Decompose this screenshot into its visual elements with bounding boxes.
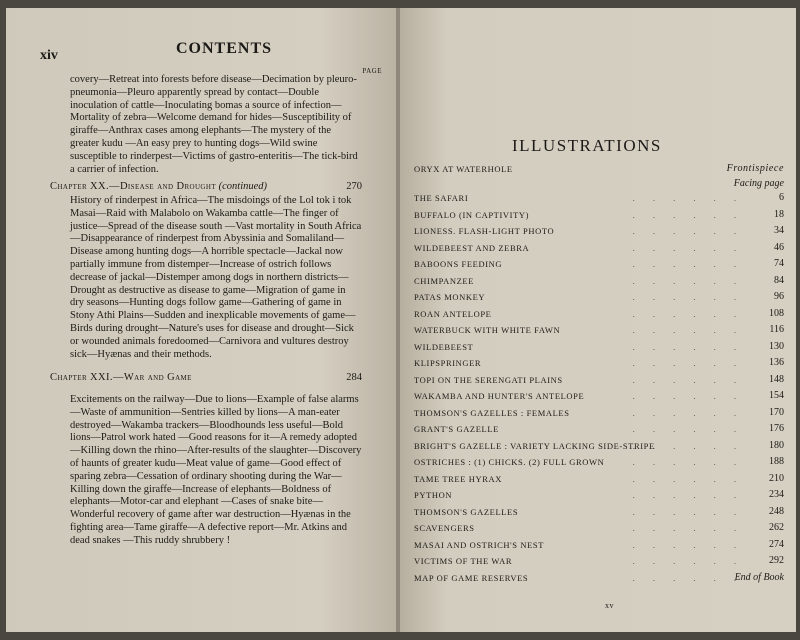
dot-leader: . . . . . . xyxy=(632,506,744,517)
illustration-page: 210 xyxy=(769,472,784,484)
illustration-page: 154 xyxy=(769,390,784,401)
left-page xyxy=(6,8,398,632)
dot-leader: . . . . . . xyxy=(632,490,744,500)
dot-leader: . . . . . . xyxy=(632,457,744,467)
illustration-row xyxy=(414,570,784,587)
illustration-label: WAKAMBA AND HUNTER'S ANTELOPE xyxy=(414,391,585,401)
chapter-20-heading xyxy=(50,181,362,192)
dot-leader: . . . . . . xyxy=(632,473,744,484)
illustration-row xyxy=(414,306,784,323)
illustration-row xyxy=(414,537,784,554)
illustration-row xyxy=(414,421,784,438)
illustration-label: THE SAFARI xyxy=(414,193,469,203)
illustration-row xyxy=(414,339,784,356)
dot-leader: . . . . . . xyxy=(632,259,744,269)
illustration-page: 130 xyxy=(769,340,784,352)
dot-leader: . . . . . . xyxy=(632,292,744,302)
illustration-label: WILDEBEEST AND ZEBRA xyxy=(414,242,530,253)
illustration-row xyxy=(414,520,784,537)
dot-leader: . . . . . . xyxy=(632,539,744,550)
illustration-page: 234 xyxy=(769,489,784,500)
illustration-page: 188 xyxy=(769,456,784,467)
illustration-label: PATAS MONKEY xyxy=(414,292,486,302)
running-head: CONTENTS xyxy=(176,40,273,57)
dot-leader: . . . . . . xyxy=(632,391,744,401)
illustration-row xyxy=(414,405,784,422)
illustrations-title: ILLUSTRATIONS xyxy=(512,136,662,155)
illustration-label: OSTRICHES : (1) CHICKS. (2) FULL GROWN xyxy=(414,457,605,467)
illustration-page: 292 xyxy=(769,555,784,566)
dot-leader: . . . . . . xyxy=(632,341,744,352)
illustration-label: PYTHON xyxy=(414,490,453,500)
dot-leader: . . . . . . xyxy=(632,209,744,220)
chapter-20-label: Chapter XX.—Disease and Drought xyxy=(50,181,217,192)
illustration-label: THOMSON'S GAZELLES : FEMALES xyxy=(414,407,570,418)
chapter-19-summary-tail: covery—Retreat into forests before disease—Decimation by pleuro-pneumonia—Pleuro apparently spread by contact—Double inoculation of cattle—Inoculating bomas a source of infection—Mortality of zebra—Welcome demand for hides—Susceptibility of giraffe—Anthrax cases among elephants—The mystery of the greater kudu —An easy prey to hunting dogs—Wild swine susceptible to rinderpest—Victims of gastro-enteritis—The tick-bird a carrier of infection. xyxy=(70,74,358,175)
illustration-label: BRIGHT'S GAZELLE : VARIETY LACKING SIDE-STRIPE xyxy=(414,440,655,451)
illustration-label: MAP OF GAME RESERVES xyxy=(414,572,529,583)
dot-leader: . . . . . . xyxy=(632,374,744,385)
chapter-20-continued: (continued) xyxy=(218,181,268,192)
illustration-row xyxy=(414,240,784,257)
illustration-row xyxy=(414,256,784,273)
chapter-20-page: 270 xyxy=(346,181,362,192)
chapter-21-page: 284 xyxy=(346,372,362,383)
illustration-label: LIONESS. FLASH-LIGHT PHOTO xyxy=(414,226,555,236)
illustration-row xyxy=(414,471,784,488)
frontispiece-label: ORYX AT WATERHOLE xyxy=(414,164,513,174)
illustration-row xyxy=(414,289,784,306)
illustration-label: GRANT'S GAZELLE xyxy=(414,424,499,434)
frontispiece-row xyxy=(414,164,784,174)
chapter-21-heading xyxy=(50,372,362,383)
illustration-label: MASAI AND OSTRICH'S NEST xyxy=(414,539,544,550)
illustration-label: VICTIMS OF THE WAR xyxy=(414,556,513,566)
dot-leader: . . . . . . xyxy=(632,275,744,286)
illustration-page: 34 xyxy=(774,225,784,236)
illustration-label: TAME TREE HYRAX xyxy=(414,473,502,484)
illustration-page: 6 xyxy=(779,192,784,203)
illustration-page: 116 xyxy=(769,324,784,335)
page-column-label: PAGE xyxy=(362,67,382,75)
dot-leader: . . . . . . xyxy=(632,556,744,566)
illustration-page: 74 xyxy=(774,258,784,269)
dot-leader: . . . . . . xyxy=(632,193,744,203)
dot-leader: . . . . . . xyxy=(632,407,744,418)
illustration-row xyxy=(414,322,784,339)
illustration-label: CHIMPANZEE xyxy=(414,275,474,286)
illustration-page: End of Book xyxy=(734,571,784,583)
illustration-row xyxy=(414,223,784,240)
illustration-page: 18 xyxy=(774,208,784,220)
dot-leader: . . . . . . xyxy=(632,523,744,533)
illustration-page: 108 xyxy=(769,307,784,319)
dot-leader: . . . . . . xyxy=(632,424,744,434)
illustration-label: THOMSON'S GAZELLES xyxy=(414,506,519,517)
illustration-label: ROAN ANTELOPE xyxy=(414,308,492,319)
illustration-label: BUFFALO (IN CAPTIVITY) xyxy=(414,209,530,220)
dot-leader: . . . . . . xyxy=(632,440,744,451)
right-folio: xv xyxy=(605,601,614,610)
illustration-label: SCAVENGERS xyxy=(414,523,475,533)
chapter-21-summary: Excitements on the railway—Due to lions—Example of false alarms—Waste of ammunition—Sentries killed by lions—A man-eater destroyed—Wakamba trackers—Bloodhounds less useful—Bold lions—Patrol work hated —Good reasons for it—A remedy adopted—Killing down the rhino—After-results of the slaughter—Discovery of haunts of greater kudu—Meat value of game—Good effect of sparing zebra—Cessation of ordinary shooting during the War—Killing down the giraffe—Increase of elephants—Boldness of elephants—Motor-car and elephant —Cases of snake bite—Wonderful recovery of game after war destruction—Hyænas in the fighting area—Tame giraffe—A defective report—Mr. Atkins and dead snakes —This ruddy shrubbery ! xyxy=(70,394,362,546)
illustration-row xyxy=(414,504,784,521)
illustration-row xyxy=(414,487,784,504)
illustration-page: 180 xyxy=(769,439,784,451)
illustration-page: 274 xyxy=(769,538,784,550)
illustration-row xyxy=(414,388,784,405)
right-page xyxy=(400,8,796,632)
illustration-page: 136 xyxy=(769,357,784,368)
illustration-page: 96 xyxy=(774,291,784,302)
chapter-20-summary: History of rinderpest in Africa—The misdoings of the Lol tok i tok Masai—Raid with Malabolo on Wakamba cattle—The finger of justice—Spread of the disease south —Vast mortality in South Africa—Disappearance of rinderpest from Abyssinia and Somaliland—Disease among hunting dogs—A horrible spectacle—Jackal now partially immune from distemper—Increase of ostrich follows decrease of jackal—Distemper among dogs in northern districts—Drought as destructive as disease to game—Migration of game in dry seasons—Hunting dogs follow game—Gathering of game in Stony Athi Plains—Sudden and inexplicable movements of game—Birds during drought—Nature's uses for disease and drought—Sick or wounded animals foredoomed—Carnivora and vultures destroy sick—Hyænas and their methods. xyxy=(70,195,362,360)
illustration-label: KLIPSPRINGER xyxy=(414,358,482,368)
illustration-row xyxy=(414,355,784,372)
illustration-page: 84 xyxy=(774,274,784,286)
illustration-page: 46 xyxy=(774,241,784,253)
illustrations-list xyxy=(414,190,784,586)
frontispiece-page: Frontispiece xyxy=(726,163,784,174)
illustration-page: 148 xyxy=(769,373,784,385)
illustration-row xyxy=(414,372,784,389)
illustration-page: 176 xyxy=(769,423,784,434)
illustration-page: 262 xyxy=(769,522,784,533)
illustration-page: 170 xyxy=(769,406,784,418)
dot-leader: . . . . . . xyxy=(632,308,744,319)
illustration-row xyxy=(414,438,784,455)
illustration-row xyxy=(414,273,784,290)
left-folio: xiv xyxy=(40,48,58,63)
illustration-label: TOPI ON THE SERENGATI PLAINS xyxy=(414,374,563,385)
illustration-label: WATERBUCK WITH WHITE FAWN xyxy=(414,325,561,335)
dot-leader: . . . . . . xyxy=(632,226,744,236)
dot-leader: . . . . . . xyxy=(632,572,744,583)
facing-page-label: Facing page xyxy=(733,178,784,189)
illustration-label: BABOONS FEEDING xyxy=(414,259,503,269)
dot-leader: . . . . . . xyxy=(632,358,744,368)
illustration-row xyxy=(414,207,784,224)
illustration-row xyxy=(414,190,784,207)
illustration-label: WILDEBEEST xyxy=(414,341,474,352)
chapter-21-label: Chapter XXI.—War and Game xyxy=(50,372,192,383)
dot-leader: . . . . . . xyxy=(632,242,744,253)
illustration-page: 248 xyxy=(769,505,784,517)
dot-leader: . . . . . . xyxy=(632,325,744,335)
illustration-row xyxy=(414,454,784,471)
illustration-row xyxy=(414,553,784,570)
